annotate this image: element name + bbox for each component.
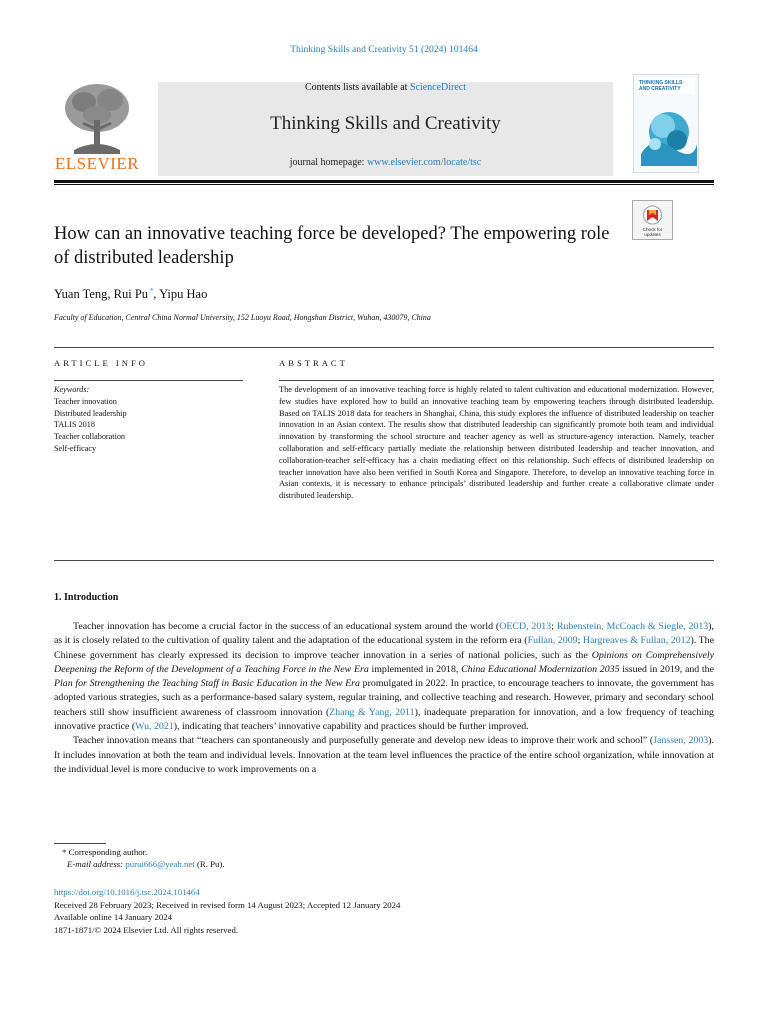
body-text: Teacher innovation means that “teachers can spontaneously and purposefully generate and develop new ideas to improve their work and school” ( — [73, 735, 654, 747]
body-text: ), inadequate preparation for innovation, and a low frequency of teaching innovative practice ( — [54, 706, 714, 733]
body-text: Teacher innovation has become a crucial factor in the success of an educational system around the world ( — [73, 621, 500, 632]
corresponding-author-marker[interactable]: * — [148, 287, 154, 295]
body-text: ; — [551, 621, 557, 632]
crossmark-icon — [644, 206, 662, 224]
keyword-item: Distributed leadership — [54, 408, 127, 418]
cover-title-line1: THINKING SKILLS — [639, 80, 683, 86]
abstract-heading: ABSTRACT — [279, 358, 348, 368]
body-text: ), indicating that teachers’ innovative capability and practices should be further improved. — [173, 721, 529, 733]
check-updates-line1: Check for — [642, 227, 663, 232]
citation-link[interactable]: Rubenstein, McCoach & Siegle, 2013 — [556, 621, 709, 632]
header-divider-thin — [54, 184, 714, 185]
citation-link[interactable]: Zhang & Yang, 2011 — [329, 706, 415, 718]
citation-link[interactable]: OECD, 2013 — [499, 621, 552, 632]
contents-line — [158, 82, 613, 93]
body-text: promulgated in 2022. In practice, to encourage teachers to innovate, the government has adopted various strategies, such as a performance-based salary system, regular training, and collective teaching and research. However, primary and secondary school teachers still show insufficient awareness of classroom innovation ( — [54, 678, 714, 718]
body-text: ). The Chinese government has clearly expressed its decision to improve teacher innovation in a series of national policies, such as the — [54, 635, 715, 661]
introduction-heading: 1. Introduction — [54, 592, 119, 603]
received-dates: Received 28 February 2023; Received in revised form 14 August 2023; Accepted 12 January 2024 — [54, 899, 401, 910]
author-name: Rui Pu — [113, 287, 149, 302]
article-info-divider — [54, 380, 243, 381]
homepage-line — [158, 157, 613, 168]
sciencedirect-link[interactable]: ScienceDirect — [409, 82, 467, 93]
abstract-divider — [279, 380, 714, 381]
policy-title: China Educational Modernization 2035 — [461, 663, 620, 675]
keyword-item: Self-efficacy — [54, 443, 97, 453]
intro-paragraph — [54, 620, 714, 734]
citation-link[interactable]: Hargreaves & Fullan, 2012 — [582, 635, 691, 647]
contents-prefix: Contents lists available at — [304, 82, 410, 93]
copyright: 1871-1871/© 2024 Elsevier Ltd. All rights reserved. — [54, 924, 239, 935]
section-divider — [54, 560, 714, 561]
citation-link[interactable]: Fullan, 2009 — [527, 635, 578, 647]
body-text: ), as it is closely related to the cultivation of quality talent and the adaptation of the educational system in the reform era ( — [54, 621, 715, 647]
corresponding-author-note: Corresponding author. — [68, 847, 148, 857]
top-citation[interactable]: Thinking Skills and Creativity 51 (2024) 101464 — [290, 44, 478, 55]
email-label: E-mail address: — [67, 859, 124, 870]
footnote — [54, 846, 225, 871]
cover-title-line2: AND CREATIVITY — [639, 86, 681, 92]
footnote-star: * — [62, 847, 67, 857]
intro-paragraph — [54, 734, 714, 777]
journal-cover-image[interactable] — [633, 74, 699, 173]
keywords-list — [54, 384, 127, 455]
author-email-link[interactable]: purui666@yeah.net — [125, 859, 195, 870]
section-divider — [54, 347, 714, 348]
publication-info — [54, 886, 400, 936]
journal-title: Thinking Skills and Creativity — [270, 113, 501, 134]
doi-link[interactable]: https://doi.org/10.1016/j.tsc.2024.101464 — [54, 887, 200, 897]
paper-title: How can an innovative teaching force be developed? The empowering role of distributed leadership — [54, 224, 610, 268]
author-list — [54, 287, 207, 302]
available-online: Available online 14 January 2024 — [54, 912, 173, 922]
journal-homepage-link[interactable]: www.elsevier.com/locate/tsc — [366, 157, 482, 168]
header-divider — [54, 180, 714, 183]
email-suffix: (R. Pu). — [194, 859, 225, 870]
author-name: Yipu Hao — [159, 287, 208, 302]
abstract-text: The development of an innovative teaching force is highly related to talent cultivation and educational modernization. However, few studies have explored how to build an innovative teaching team by empowering teachers through distributed leadership. Based on TALIS 2018 data for teachers in Shanghai, China, this study explores the influence of distributed leadership on teacher innovation in an Asian context. The results show that distributed leadership can significantly promote both team and individual innovation by transforming the school structure and teacher agency as well as structure-agency interaction. Namely, teacher collaboration and self-efficacy partially mediate the relationship between distributed leadership and teacher innovation, and collaboration-teacher self-efficacy has a chain mediating effect on this relationship. Such effects of distributed leadership on teacher innovation have also been verified in South Korea and Singapore. Therefore, to develop an innovative teaching force in Asian contexts, it is necessary to enhance principals’ distributed leadership and further create a collaborative climate under distributed leadership. — [279, 385, 714, 501]
keyword-item: Teacher collaboration — [54, 432, 126, 442]
footnote-divider — [54, 843, 106, 844]
homepage-prefix: journal homepage: — [289, 157, 367, 168]
keywords-label: Keywords: — [54, 385, 90, 394]
keyword-item: TALIS 2018 — [54, 420, 95, 430]
author-separator: , — [153, 287, 160, 302]
article-info-heading: ARTICLE INFO — [54, 358, 148, 368]
body-text: implemented in 2018, — [368, 663, 462, 675]
keyword-item: Teacher innovation — [54, 396, 117, 406]
policy-title: Plan for Strengthening the Teaching Staff in Basic Education in the New Era — [54, 678, 360, 690]
citation-link[interactable]: Wu, 2021 — [135, 721, 174, 733]
body-text: ). It includes innovation at both the team and individual levels. Innovation at the team level influences the practice of the entire school organization, while innovation at the individual level is more conducive to work improvements on a — [54, 735, 715, 775]
body-text: ; — [577, 635, 583, 647]
publisher-name: ELSEVIER — [54, 154, 140, 173]
author-affiliation: Faculty of Education, Central China Normal University, 152 Luoyu Road, Hongshan District, Wuhan, 430079, China — [54, 313, 431, 322]
citation-link[interactable]: Janssen, 2003 — [653, 735, 709, 747]
body-text: issued in 2019, and the — [619, 663, 714, 675]
introduction-body — [54, 620, 714, 777]
author-separator: , — [107, 287, 114, 302]
check-updates-line2: updates — [644, 232, 661, 237]
check-for-updates-button[interactable] — [632, 200, 673, 240]
author-name: Yuan Teng — [54, 287, 108, 302]
policy-title: Opinions on Comprehensively Deepening the Reform of the Development of a Teaching Force in the New Era — [54, 649, 714, 675]
